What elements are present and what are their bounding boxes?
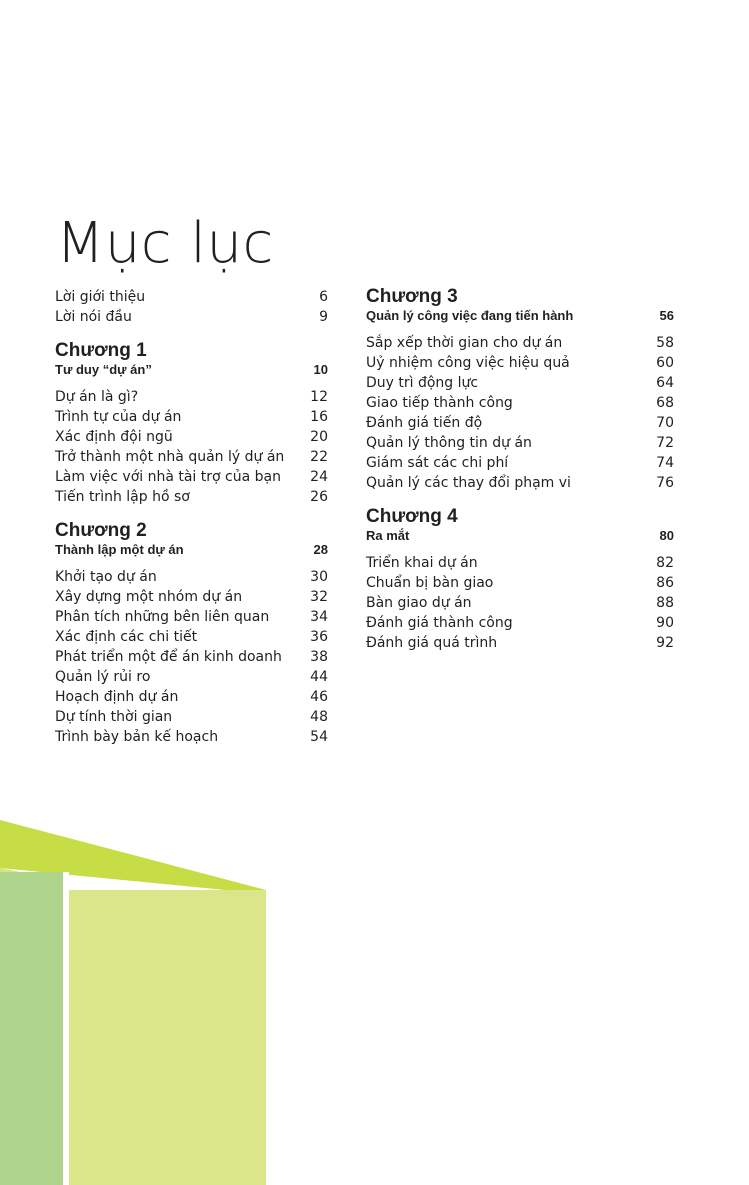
entry-label: Quản lý rủi ro (55, 669, 151, 685)
chapter-title: Tư duy “dự án” (55, 362, 152, 377)
entry-label: Khởi tạo dự án (55, 569, 157, 585)
entry-page: 92 (656, 635, 674, 651)
chapter-label: Chương 1 (55, 340, 147, 361)
chapter-page: 80 (659, 528, 674, 543)
entry-page: 20 (310, 429, 328, 445)
entry-label: Hoạch định dự án (55, 689, 179, 705)
toc-entry (55, 687, 328, 707)
entry-page: 58 (656, 335, 674, 351)
toc-entry (366, 353, 674, 373)
toc-entry (366, 573, 674, 593)
chapter-3 (366, 287, 674, 493)
green-panel-right (69, 890, 266, 1185)
toc-column-right (366, 287, 674, 667)
entry-page: 6 (319, 289, 328, 305)
entry-page: 16 (310, 409, 328, 425)
entry-page: 60 (656, 355, 674, 371)
entry-page: 64 (656, 375, 674, 391)
chapter-label: Chương 2 (55, 520, 147, 541)
entry-label: Giám sát các chi phí (366, 455, 509, 471)
entry-page: 36 (310, 629, 328, 645)
toc-entry (366, 473, 674, 493)
toc-entry (55, 627, 328, 647)
entry-label: Duy trì động lực (366, 375, 479, 391)
entry-page: 26 (310, 489, 328, 505)
entry-page: 9 (319, 309, 328, 325)
entry-page: 82 (656, 555, 674, 571)
toc-entry (55, 587, 328, 607)
entry-page: 76 (656, 475, 674, 491)
entry-label: Sắp xếp thời gian cho dự án (366, 335, 563, 351)
toc-entry (55, 487, 328, 507)
green-decoration (0, 820, 280, 1185)
chapter-title: Thành lập một dự án (55, 542, 184, 557)
entry-page: 86 (656, 575, 674, 591)
entry-label: Tiến trình lập hồ sơ (55, 489, 190, 505)
toc-entry (366, 333, 674, 353)
entry-page: 54 (310, 729, 328, 745)
entry-label: Lời nói đầu (55, 309, 132, 325)
entry-page: 88 (656, 595, 674, 611)
entry-label: Phát triển một để án kinh doanh (55, 649, 282, 665)
entry-label: Xác định các chi tiết (55, 629, 198, 645)
toc-entry (366, 633, 674, 653)
entry-label: Dự tính thời gian (55, 709, 173, 725)
toc-column-left (55, 287, 328, 761)
entry-page: 68 (656, 395, 674, 411)
entry-label: Đánh giá thành công (366, 615, 513, 631)
entry-page: 12 (310, 389, 328, 405)
toc-entry (55, 407, 328, 427)
chapter-2 (55, 521, 328, 747)
toc-entry (366, 593, 674, 613)
entry-page: 22 (310, 449, 328, 465)
chapter-page: 10 (313, 362, 328, 377)
chapter-heading (366, 527, 674, 545)
entry-label: Xây dựng một nhóm dự án (55, 589, 243, 605)
entry-label: Quản lý thông tin dự án (366, 435, 532, 451)
toc-entry (55, 727, 328, 747)
entry-label: Chuẩn bị bàn giao (366, 575, 494, 591)
toc-entry (55, 447, 328, 467)
chapter-label: Chương 3 (366, 286, 458, 307)
entry-label: Quản lý các thay đổi phạm vi (366, 475, 571, 491)
toc-entry (55, 387, 328, 407)
entry-label: Triển khai dự án (366, 555, 478, 571)
entry-page: 38 (310, 649, 328, 665)
entry-page: 48 (310, 709, 328, 725)
entry-page: 24 (310, 469, 328, 485)
toc-entry (55, 287, 328, 307)
green-panel-left (0, 872, 63, 1185)
entry-label: Trình tự của dự án (55, 409, 182, 425)
entry-page: 90 (656, 615, 674, 631)
toc-entry (55, 427, 328, 447)
chapter-page: 28 (313, 542, 328, 557)
entry-label: Dự án là gì? (55, 389, 139, 405)
entry-label: Xác định đội ngũ (55, 429, 173, 445)
entry-label: Lời giới thiệu (55, 289, 146, 305)
toc-entry (366, 393, 674, 413)
toc-entry (366, 373, 674, 393)
toc-entry (366, 553, 674, 573)
entry-page: 74 (656, 455, 674, 471)
chapter-4 (366, 507, 674, 653)
entry-label: Bàn giao dự án (366, 595, 472, 611)
toc-entry (55, 647, 328, 667)
chapter-heading (55, 541, 328, 559)
toc-entry (366, 613, 674, 633)
toc-entry (55, 707, 328, 727)
toc-entry (366, 433, 674, 453)
entry-label: Trở thành một nhà quản lý dự án (55, 449, 285, 465)
entry-page: 72 (656, 435, 674, 451)
page-title: Mục lục (56, 211, 274, 276)
toc-entry (55, 567, 328, 587)
entry-page: 30 (310, 569, 328, 585)
entry-label: Trình bày bản kế hoạch (55, 729, 219, 745)
chapter-title: Quản lý công việc đang tiến hành (366, 308, 574, 323)
toc-entry (366, 413, 674, 433)
toc-entry (55, 467, 328, 487)
entry-label: Giao tiếp thành công (366, 395, 513, 411)
chapter-heading (366, 307, 674, 325)
front-matter-list (55, 287, 328, 327)
entry-label: Đánh giá tiến độ (366, 415, 483, 431)
green-panel-divider (63, 872, 69, 1185)
chapter-title: Ra mắt (366, 528, 410, 543)
toc-entry (55, 667, 328, 687)
entry-page: 46 (310, 689, 328, 705)
chapter-label: Chương 4 (366, 506, 458, 527)
entry-label: Đánh giá quá trình (366, 635, 498, 651)
entry-label: Uỷ nhiệm công việc hiệu quả (366, 355, 570, 371)
chapter-heading (55, 361, 328, 379)
chapter-page: 56 (659, 308, 674, 323)
entry-page: 32 (310, 589, 328, 605)
entry-label: Làm việc với nhà tài trợ của bạn (55, 469, 281, 485)
toc-entry (55, 307, 328, 327)
entry-page: 70 (656, 415, 674, 431)
chapter-1 (55, 341, 328, 507)
entry-page: 44 (310, 669, 328, 685)
toc-entry (366, 453, 674, 473)
entry-label: Phân tích những bên liên quan (55, 609, 270, 625)
toc-entry (55, 607, 328, 627)
entry-page: 34 (310, 609, 328, 625)
